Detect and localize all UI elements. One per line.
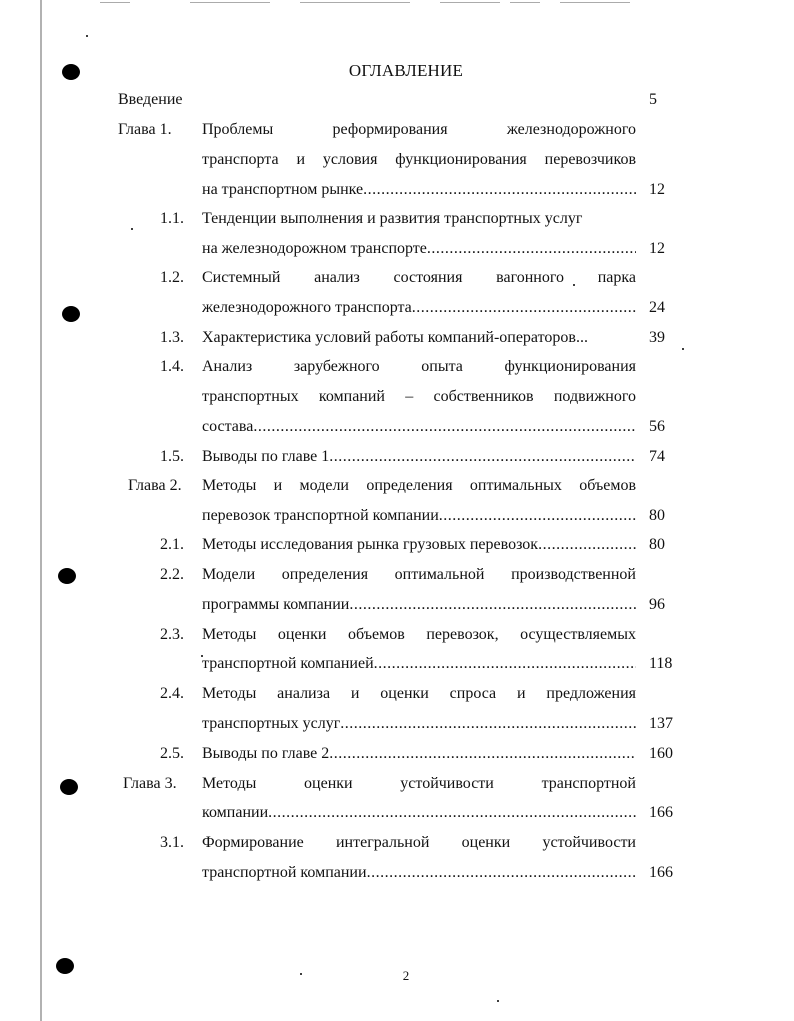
- toc-label: Глава 2.: [128, 477, 182, 494]
- toc-page: 80: [649, 536, 665, 553]
- scan-speck: [131, 228, 133, 230]
- toc-line: Формирование интегральной оценки устойчивости: [202, 834, 636, 851]
- punch-hole-mark: [60, 779, 78, 795]
- toc-line: Выводы по главе 2: [202, 745, 330, 762]
- toc-label: 1.5.: [160, 448, 184, 465]
- toc-label: 2.2.: [160, 566, 184, 583]
- scan-top-rule: [440, 2, 500, 3]
- toc-line: транспорта и условия функционирования перевозчиков: [202, 151, 636, 168]
- toc-leader-line: [202, 180, 636, 200]
- toc-leader-line: [202, 595, 636, 615]
- toc-label: 2.5.: [160, 745, 184, 762]
- toc-line: Тенденции выполнения и развития транспортных услуг: [202, 210, 583, 227]
- toc-page: 12: [649, 240, 665, 257]
- toc-page: 80: [649, 507, 665, 524]
- toc-page: 166: [649, 804, 673, 821]
- toc-leader-line: [202, 803, 636, 823]
- leader-dots: [538, 535, 636, 555]
- toc-page: 56: [649, 418, 665, 435]
- scan-top-rule: [300, 2, 410, 3]
- toc-line: Методы анализа и оценки спроса и предложения: [202, 685, 636, 702]
- toc-label: Глава 1.: [118, 121, 172, 138]
- toc-leader-line: [202, 654, 636, 674]
- punch-hole-mark: [62, 306, 80, 322]
- scan-speck: [86, 35, 88, 37]
- scan-top-rule: [190, 2, 270, 3]
- page-title: ОГЛАВЛЕНИЕ: [348, 61, 464, 80]
- intro-label: Введение: [118, 91, 183, 108]
- toc-label: 3.1.: [160, 834, 184, 851]
- toc-leader-line: [202, 744, 636, 764]
- toc-line: состава: [202, 418, 254, 435]
- toc-label: 1.4.: [160, 358, 184, 375]
- leader-dots: [253, 417, 636, 437]
- toc-leader-line: [202, 863, 636, 883]
- toc-line: Модели определения оптимальной производственной: [202, 566, 636, 583]
- leader-dots: [349, 595, 636, 615]
- toc-line: Методы исследования рынка грузовых перевозок: [202, 536, 539, 553]
- toc-label: Глава 3.: [123, 775, 177, 792]
- leader-dots: [329, 744, 636, 764]
- leader-dots: [412, 298, 636, 318]
- toc-page: 39: [649, 329, 665, 346]
- scan-top-rule: [100, 2, 130, 3]
- toc-label: 2.1.: [160, 536, 184, 553]
- leader-dots: [329, 447, 636, 467]
- toc-leader-line: [202, 298, 636, 318]
- toc-line: Характеристика условий работы компаний-операторов...: [202, 329, 588, 346]
- scan-speck: [682, 348, 684, 350]
- leader-dots: [427, 239, 636, 259]
- leader-dots: [367, 863, 636, 883]
- toc-label: 1.1.: [160, 210, 184, 227]
- toc-line: на железнодорожном транспорте: [202, 240, 427, 257]
- leader-dots: [340, 714, 636, 734]
- punch-hole-mark: [58, 568, 76, 584]
- toc-line: компании: [202, 804, 269, 821]
- leader-dots: [374, 654, 636, 674]
- toc-page: 166: [649, 864, 673, 881]
- toc-line: транспортных компаний – собственников подвижного: [202, 388, 636, 405]
- toc-line: Системный анализ состояния вагонного парка: [202, 269, 636, 286]
- toc-page: 12: [649, 181, 665, 198]
- toc-page: 160: [649, 745, 673, 762]
- toc-line: программы компании: [202, 596, 350, 613]
- toc-label: 1.3.: [160, 329, 184, 346]
- leader-dots: [363, 180, 636, 200]
- toc-line: железнодорожного транспорта: [202, 299, 412, 316]
- toc-page: 137: [649, 715, 673, 732]
- toc-leader-line: [202, 714, 636, 734]
- toc-page: 118: [649, 655, 673, 672]
- toc-leader-line: [202, 417, 636, 437]
- toc-line: Проблемы реформирования железнодорожного: [202, 121, 636, 138]
- leader-dots: [439, 506, 636, 526]
- toc-label: 2.3.: [160, 626, 184, 643]
- toc-line: на транспортном рынке: [202, 181, 364, 198]
- toc-line: Методы и модели определения оптимальных объемов: [202, 477, 636, 494]
- toc-line: Методы оценки устойчивости транспортной: [202, 775, 636, 792]
- toc-line: Выводы по главе 1: [202, 448, 330, 465]
- toc-leader-line: [202, 506, 636, 526]
- scan-top-rule: [510, 2, 540, 3]
- footer-page-number: 2: [402, 968, 410, 983]
- toc-line: Методы оценки объемов перевозок, осуществляемых: [202, 626, 636, 643]
- toc-leader-line: [202, 239, 636, 259]
- toc-page: 96: [649, 596, 665, 613]
- scan-edge-line: [40, 0, 42, 1021]
- leader-dots: [268, 803, 636, 823]
- toc-line: Анализ зарубежного опыта функционирования: [202, 358, 636, 375]
- toc-line: транспортных услуг: [202, 715, 341, 732]
- toc-line: транспортной компании: [202, 864, 367, 881]
- toc-page: 24: [649, 299, 665, 316]
- scan-top-rule: [560, 2, 630, 3]
- toc-leader-line: [202, 535, 636, 555]
- intro-page: 5: [649, 91, 657, 108]
- toc-leader-line: [202, 447, 636, 467]
- toc-label: 1.2.: [160, 269, 184, 286]
- toc-line: транспортной компанией: [202, 655, 374, 672]
- toc-line: перевозок транспортной компании: [202, 507, 439, 524]
- toc-label: 2.4.: [160, 685, 184, 702]
- toc-page: 74: [649, 448, 665, 465]
- scan-speck: [497, 1000, 499, 1002]
